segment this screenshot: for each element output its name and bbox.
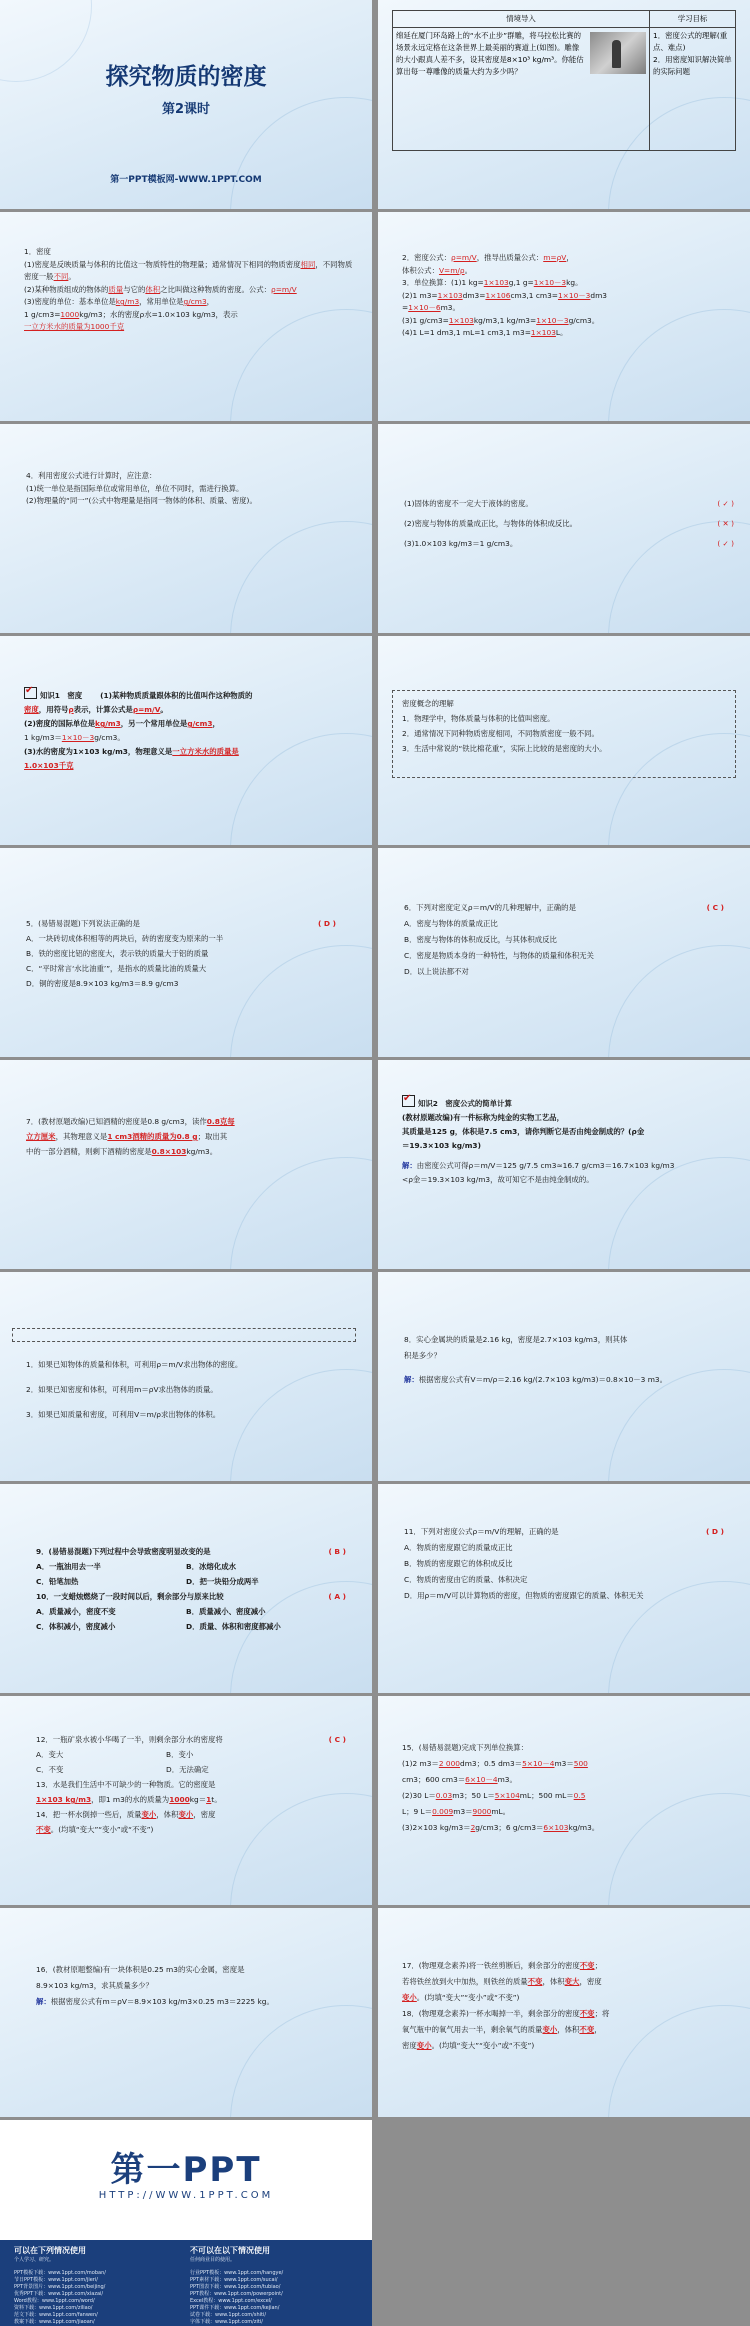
answer-12: ( C ): [328, 1735, 346, 1744]
answer-7: 1×106: [485, 290, 511, 300]
option-a: A．物质的密度跟它的质量成正比: [404, 1543, 513, 1552]
resource-link[interactable]: PPT图表下载：www.1ppt.com/tubiao/: [190, 2284, 281, 2290]
question-14: 14．把一杯水倒掉一些后，质量变小，体积变小，密度: [36, 1810, 216, 1819]
question-13-answers: 1×103 kg/m3，即1 m3的水的质量为1000kg＝1t。: [36, 1795, 222, 1804]
answer-7: 一立方米水的质量是: [172, 747, 239, 756]
question-16: [36, 1962, 356, 2010]
slide-21[interactable]: [0, 2120, 372, 2326]
line-6: [24, 759, 354, 773]
options-9-row2: C．铅笔加热 D．把一块铅分成两半: [36, 1577, 259, 1586]
concept-2: 2．通常情况下同种物质密度相同，不同物质密度一般不同。: [402, 729, 599, 738]
option-b: B．物质的密度跟它的体积成反比: [404, 1559, 513, 1568]
answer-choice: ( D ): [705, 1527, 724, 1536]
answer-6: 1×103: [437, 290, 463, 300]
solution-label: 解：: [402, 1161, 417, 1170]
answer-1: 密度: [24, 705, 39, 714]
answer-4: 体积: [145, 284, 161, 294]
slide-title: 探究物质的密度: [105, 63, 267, 90]
answer-13a: 1×103 kg/m3: [36, 1795, 92, 1804]
answer-6: 变小: [542, 2025, 558, 2034]
answer-10: 2: [470, 1823, 476, 1832]
resource-link[interactable]: PPT模板下载：www.1ppt.com/moban/: [14, 2270, 106, 2276]
answer-6: 5×104: [494, 1791, 520, 1800]
answer-9: 一立方米水的质量为1000千克: [24, 322, 125, 331]
line-2: 积是多少？: [404, 1351, 441, 1360]
formula-notes: [402, 252, 732, 340]
answer-13c: 1: [206, 1795, 212, 1804]
forbidden-heading: 不可以在以下情况使用: [190, 2246, 270, 2255]
question-stem: 5．(易错易混题)下列说法正确的是 ( D ): [26, 916, 356, 931]
answer-1: 相同: [300, 259, 316, 269]
answer-1: ρ=m/V: [451, 253, 477, 262]
option-c: C．密度是物质本身的一种特性，与物体的质量和体积无关: [404, 951, 594, 960]
line-6: (3)1 g/cm3=1×103kg/m3,1 kg/m3=1×10－3g/cm3。: [402, 315, 600, 325]
line-1: 2．密度公式：ρ=m/V，推导出质量公式：m=ρV，: [402, 253, 574, 262]
answer-5: 不变: [579, 2009, 595, 2018]
forbidden-sub: 任何商业目的使用。: [190, 2257, 236, 2263]
line-6: 密度变小。(均填“变大”“变小”或“不变”): [402, 2041, 535, 2050]
resource-link[interactable]: 节日PPT模板：www.1ppt.com/jieri/: [14, 2277, 98, 2283]
line-heading: 1．密度: [24, 247, 51, 256]
slide-4[interactable]: [378, 212, 750, 421]
slide-13[interactable]: [0, 1272, 372, 1481]
line-4: 18．(物理观念素养)一杯水喝掉一半，剩余部分的密度不变；将: [402, 2009, 610, 2018]
mark-3: ( ✓ ): [717, 539, 734, 548]
answer-5: g/cm3: [187, 719, 213, 728]
answer-5: ρ=m/V: [271, 284, 297, 294]
check-icon: [402, 1095, 415, 1107]
answer-9: 9000: [472, 1807, 492, 1816]
answer-2: 不变: [527, 1977, 543, 1986]
answer-11: 6×103: [543, 1823, 569, 1832]
answer-4: 1×103: [483, 278, 509, 287]
question-15: [402, 1740, 736, 1836]
usage-panel: [0, 2240, 372, 2326]
questions-12-14: [36, 1732, 356, 1837]
slide-17[interactable]: [0, 1696, 372, 1905]
resource-link[interactable]: Excel教程：www.1ppt.com/excel/: [190, 2298, 272, 2304]
resource-link[interactable]: 试卷下载：www.1ppt.com/shiti/: [190, 2312, 267, 2318]
solution-label: 解：: [36, 1997, 51, 2006]
answer-3: 质量: [108, 284, 124, 294]
option-c: C．“平时常言‘水比油重’”，是指水的质量比油的质量大: [26, 964, 207, 973]
answer-choice: ( C ): [706, 903, 724, 912]
answer-3: 0.8×103: [151, 1147, 187, 1156]
usage-1: 1．如果已知物体的质量和体积，可利用ρ＝m/V求出物体的密度。: [26, 1360, 243, 1369]
formula-box: [12, 1328, 356, 1342]
answer-9: 1×10－6: [408, 303, 441, 312]
judgment-1: (1)固体的密度不一定大于液体的密度。 ( ✓ ): [404, 494, 734, 514]
intro-header: 情境导入: [393, 11, 650, 28]
resource-link[interactable]: 范文下载：www.1ppt.com/fanwen/: [14, 2312, 98, 2318]
question-8: [404, 1332, 734, 1388]
line-6: [24, 321, 354, 334]
slide-5[interactable]: [0, 424, 372, 633]
answer-8: 0.009: [432, 1807, 454, 1816]
slide-10[interactable]: [378, 848, 750, 1057]
answer-3: 变大: [564, 1977, 580, 1986]
answer-2: ρ: [68, 705, 74, 714]
option-c: C．物质的密度由它的质量、体积决定: [404, 1575, 528, 1584]
options-10-row2: C．体积减小，密度减小 D．质量、体积和密度都减小: [36, 1622, 281, 1631]
answer-5: 0.03: [435, 1791, 453, 1800]
answer-8: 变小: [416, 2041, 432, 2050]
resource-link[interactable]: 资料下载：www.1ppt.com/ziliao/: [14, 2305, 93, 2311]
goals-cell: [650, 28, 736, 151]
judgment-list: [404, 494, 734, 554]
answer-14b: 变小: [178, 1810, 194, 1819]
line-3: (2)物理量的“同一”(公式中物理量是指同一物体的体积、质量、密度)。: [26, 496, 257, 505]
line-1: 4．利用密度公式进行计算时，应注意：: [26, 471, 157, 480]
allowed-sub: 个人学习、研究。: [14, 2257, 55, 2263]
forbidden-links: [190, 2270, 360, 2326]
slide-18[interactable]: [378, 1696, 750, 1905]
answer-1: 不变: [579, 1961, 595, 1970]
concept-1: 1．物理学中，物体质量与体积的比值叫密度。: [402, 714, 555, 723]
options-9-row1: A．一瓶油用去一半 B．冰熔化成水: [36, 1562, 236, 1571]
answer-3: 500: [573, 1759, 588, 1768]
slide-3[interactable]: [0, 212, 372, 421]
mark-2: ( ✕ ): [717, 519, 734, 528]
answer-5: 1×10－3: [533, 278, 567, 287]
line-1: (教材原题改编)有一件标称为纯金的实物工艺品，: [402, 1113, 564, 1122]
solution-label: 解：: [404, 1375, 419, 1384]
line-2: 立方厘米，其物理意义是1 cm3酒精的质量为0.8 g；取出其: [26, 1132, 228, 1141]
line-3: 3．单位换算：(1)1 kg=1×103g,1 g=1×10－3kg。: [402, 278, 583, 287]
answer-11: 1×10－3: [536, 315, 569, 325]
slide-subtitle: 第2课时: [161, 102, 211, 117]
knowledge-heading: ✔知识1 密度 (1)某种物质质量跟体积的比值叫作这种物质的: [24, 686, 354, 703]
slide-19[interactable]: [0, 1908, 372, 2117]
options-row1: A．变大 B．变小: [36, 1750, 194, 1759]
answer-4: 变小: [402, 1993, 417, 2002]
concept-notes: [402, 696, 732, 756]
knowledge-1: [24, 686, 354, 773]
slide-2[interactable]: [378, 0, 750, 209]
line-5: =1×10－6m3。: [402, 303, 460, 312]
slide-16[interactable]: [378, 1484, 750, 1693]
resource-link[interactable]: 优秀PPT下载：www.1ppt.com/xiazai/: [14, 2291, 104, 2297]
slide-6[interactable]: [378, 424, 750, 633]
answer-7: g/cm3: [183, 297, 207, 306]
allowed-heading: 可以在下列情况使用: [14, 2246, 86, 2255]
question-10: 10．一支蜡烛燃烧了一段时间以后，剩余部分与原来比较 ( A ): [36, 1589, 356, 1604]
answer-14a: 变小: [141, 1810, 157, 1819]
answer-10: ( A ): [328, 1592, 346, 1601]
answer-8: 1.0×103千克: [24, 761, 74, 770]
line-2: 密度，用符号ρ表示，计算公式是ρ=m/V。: [24, 705, 168, 714]
question-14-tail: 不变。(均填“变大”“变小”或“不变”): [36, 1825, 154, 1834]
line-1: 7．(教材原题改编)已知酒精的密度是0.8 g/cm3，读作0.8克每: [26, 1117, 235, 1126]
line-1: 17．(物理观念素养)将一铁丝剪断后，剩余部分的密度不变；: [402, 1961, 602, 1970]
line-5: 氧气瓶中的氧气用去一半，剩余氧气的质量变小，体积不变，: [402, 2025, 602, 2034]
resource-link[interactable]: PPT素材下载：www.1ppt.com/sucai/: [190, 2277, 278, 2283]
line-5: (3)2×103 kg/m3＝2g/cm3；6 g/cm3＝6×103kg/m3。: [402, 1823, 600, 1832]
line-3: ＝19.3×103 kg/m3): [402, 1141, 481, 1150]
answer-7: 0.5: [573, 1791, 586, 1800]
answer-13b: 1000: [169, 1795, 190, 1804]
answer-8: 1×10－3: [557, 290, 591, 300]
answer-3: ρ=m/V: [132, 705, 161, 714]
site-name: 第一PPT模板网-WWW.1PPT.COM: [110, 175, 262, 185]
resource-link[interactable]: Word教程：www.1ppt.com/word/: [14, 2298, 95, 2304]
question-stem: 6．下列对密度定义ρ＝m/V的几种理解中，正确的是 ( C ): [404, 900, 734, 916]
logo-area: [0, 2120, 372, 2240]
question-6: [404, 900, 734, 980]
question-stem: 11．下列对密度公式ρ＝m/V的理解，正确的是 ( D ): [404, 1524, 734, 1540]
line-1: 8．实心金属块的质量是2.16 kg，密度是2.7×103 kg/m3，则其体: [404, 1335, 628, 1344]
resource-link[interactable]: PPT背景图片：www.1ppt.com/beijing/: [14, 2284, 106, 2290]
answer-7: 不变: [579, 2025, 595, 2034]
line-2: 体积公式：V=m/ρ。: [402, 265, 473, 275]
line-7: (4)1 L=1 dm3,1 mL=1 cm3,1 m3=1×103L。: [402, 328, 568, 337]
line-5: (3)水的密度为1×103 kg/m3，物理意义是一立方米水的质量是: [24, 747, 239, 756]
answer-10: 1×103: [448, 315, 474, 325]
judgment-2: (2)密度与物体的质量成正比，与物体的体积成反比。 ( ✕ ): [404, 514, 734, 534]
goal-2: 2．用密度知识解决简单的实际问题: [653, 55, 732, 76]
question-7: [26, 1114, 356, 1159]
answer-2: 1 cm3酒精的质量为0.8 g: [107, 1132, 198, 1141]
answer-4: 6×10－4: [465, 1775, 498, 1784]
options-row2: C．不变 D．无法确定: [36, 1765, 209, 1774]
solution-2: <ρ金＝19.3×103 kg/m3，故可知它不是由纯金制成的。: [402, 1175, 594, 1184]
resource-link[interactable]: PPT教程：www.1ppt.com/powerpoint/: [190, 2291, 283, 2297]
resource-link[interactable]: 教案下载：www.1ppt.com/jiaoan/: [14, 2319, 95, 2325]
line-2: (1)密度是反映质量与体积的比值这一物质特性的物理量；通常情况下相同的物质密度相同，不同物质密度一般不同。: [24, 259, 353, 281]
line-1: (1)2 m3＝2 000dm3；0.5 dm3＝5×10－4m3＝500: [402, 1759, 588, 1768]
line-1: 16．(教材原题整编)有一块体积是0.25 m3的实心金属，密度是: [36, 1965, 245, 1974]
brand-url: HTTP://WWW.1PPT.COM: [98, 2190, 274, 2201]
line-2: 其质量是125 g，体积是7.5 cm3，请你判断它是否由纯金制成的？(ρ金: [402, 1127, 645, 1136]
answer-choice: ( D ): [317, 919, 336, 928]
question-11: [404, 1524, 734, 1604]
calc-notes: [26, 470, 352, 508]
solution: 解：根据密度公式有m＝ρV＝8.9×103 kg/m3×0.25 m3＝2225 kg。: [36, 1997, 274, 2006]
question-5: [26, 916, 356, 991]
answer-4: kg/m3: [95, 719, 121, 728]
option-b: B．密度与物体的体积成反比，与其体积成反比: [404, 935, 557, 944]
line-3: 变小。(均填“变大”“变小”或“不变”): [402, 1993, 520, 2002]
line-3: (2)密度的国际单位是kg/m3，另一个常用单位是g/cm3，: [24, 719, 220, 728]
line-2: 若将铁丝放到火中加热，则铁丝的质量不变，体积变大，密度: [402, 1977, 602, 1986]
answer-3: V=m/ρ: [438, 265, 465, 275]
slide-15[interactable]: [0, 1484, 372, 1693]
option-d: D．以上说法都不对: [404, 967, 469, 976]
line-2: cm3；600 cm3＝6×10－4m3。: [402, 1775, 517, 1784]
concept-3: 3．生活中常说的“铁比棉花重”，实际上比较的是密度的大小。: [402, 744, 607, 753]
slide-8[interactable]: [378, 636, 750, 845]
answer-2: m=ρV: [543, 253, 567, 262]
resource-link[interactable]: PPT课件下载：www.1ppt.com/kejian/: [190, 2305, 280, 2311]
allowed-links: [14, 2270, 184, 2326]
goals-header: 学习目标: [650, 11, 736, 28]
slide-7[interactable]: [0, 636, 372, 845]
formula-usage: [26, 1352, 356, 1427]
goal-1: 1．密度公式的理解(重点、难点): [653, 31, 728, 52]
usage-3: 3．如果已知质量和密度，可利用V＝m/ρ求出物体的体积。: [26, 1410, 221, 1419]
answer-12: 1×103: [530, 328, 556, 337]
knowledge-heading: ✔知识2 密度公式的简单计算: [402, 1094, 736, 1111]
line-4: L；9 L＝0.009m3＝9000mL。: [402, 1807, 511, 1816]
slide-11[interactable]: [0, 1060, 372, 1269]
line-2: (1)统一单位是指国际单位或常用单位，单位不同时，需进行换算。: [26, 483, 244, 493]
slide-12[interactable]: [378, 1060, 750, 1269]
question-13: 13．水是我们生活中不可缺少的一种物质。它的密度是: [36, 1780, 216, 1789]
line-3: (2)某种物质组成的物体的质量与它的体积之比叫做这种物质的密度。公式：ρ=m/V: [24, 284, 297, 294]
question-stem: 15．(易错易混题)完成下列单位换算：: [402, 1743, 529, 1752]
answer-1b: 立方厘米: [26, 1132, 56, 1141]
answer-1: 2 000: [438, 1759, 460, 1768]
statue-photo: [590, 32, 646, 74]
judgment-3: (3)1.0×103 kg/m3＝1 g/cm3。 ( ✓ ): [404, 534, 734, 554]
brand-logo: 第一PPT: [110, 2150, 262, 2190]
slide-1[interactable]: [0, 0, 372, 209]
answer-6: 1×10－3: [61, 733, 95, 742]
option-d: D．铜的密度是8.9×103 kg/m3＝8.9 g/cm3: [26, 979, 179, 988]
question-12: 12．一瓶矿泉水被小华喝了一半，则剩余部分水的密度将 ( C ): [36, 1732, 356, 1747]
option-a: A．一块砖切成体积相等的两块后，砖的密度变为原来的一半: [26, 934, 224, 943]
mark-1: ( ✓ ): [717, 499, 734, 508]
answer-8: 1000: [60, 309, 80, 319]
questions-17-18: [402, 1958, 736, 2054]
answer-2: 不同: [53, 272, 69, 281]
line-4: (3)密度的单位：基本单位是kg/m3，常用单位是g/cm3，: [24, 297, 215, 306]
option-a: A．密度与物体的质量成正比: [404, 919, 498, 928]
slide-9[interactable]: [0, 848, 372, 1057]
question-9: 9．(易错易混题)下列过程中会导致密度明显改变的是 ( B ): [36, 1544, 356, 1559]
answer-2: 5×10－4: [522, 1759, 555, 1768]
intro-text-cell: [393, 28, 650, 151]
check-icon: [24, 687, 37, 699]
resource-link[interactable]: 字体下载：www.1ppt.com/ziti/: [190, 2319, 263, 2325]
option-b: B．铁的密度比铝的密度大，表示铁的质量大于铝的质量: [26, 949, 209, 958]
answer-14c: 不变: [36, 1825, 51, 1834]
answer-1: 0.8克每: [206, 1117, 235, 1126]
line-5: 1 g/cm3=1000kg/m3；水的密度ρ水=1.0×103 kg/m3，表示: [24, 309, 238, 319]
resource-link[interactable]: 行业PPT模板：www.1ppt.com/hangye/: [190, 2270, 284, 2276]
answer-6: kg/m3: [115, 297, 140, 306]
intro-table: [392, 10, 736, 151]
options-10-row1: A．质量减小，密度不变 B．质量减小、密度减小: [36, 1607, 266, 1616]
slide-20[interactable]: [378, 1908, 750, 2117]
line-2: 8.9×103 kg/m3，求其质量多少？: [36, 1981, 153, 1990]
solution: 解：根据密度公式有V＝m/ρ＝2.16 kg/(2.7×103 kg/m3)＝0.8×10－3 m3。: [404, 1375, 668, 1384]
line-4: 1 kg/m3＝1×10－3g/cm3。: [24, 733, 125, 742]
line-3: 中的一部分酒精，则剩下酒精的密度是0.8×103kg/m3。: [26, 1147, 218, 1156]
intro-text: 绵延在厦门环岛路上的“水不止步”群雕，将马拉松比赛的场景永远定格在这条世界上最美丽的赛道上(如图)。雕像的大小跟真人差不多，设其密度是8×10³ kg/m³。你能估算出每一尊雕像的质量大约为多少吗？: [396, 31, 584, 76]
slide-14[interactable]: [378, 1272, 750, 1481]
knowledge-2: [402, 1094, 736, 1187]
line-4: (2)1 m3=1×103dm3=1×106cm3,1 cm3=1×10－3dm3: [402, 290, 607, 300]
option-d: D．用ρ＝m/V可以计算物质的密度，但物质的密度跟它的质量、体积无关: [404, 1591, 644, 1600]
solution: 解：由密度公式可得ρ＝m/V＝125 g/7.5 cm3≈16.7 g/cm3＝16.7×103 kg/m3: [402, 1161, 675, 1170]
concept-heading: 密度概念的理解: [402, 699, 454, 708]
usage-2: 2．如果已知密度和体积，可利用m＝ρV求出物体的质量。: [26, 1385, 218, 1394]
answer-9: ( B ): [328, 1547, 346, 1556]
line-3: (2)30 L＝0.03m3；50 L＝5×104mL；500 mL＝0.5: [402, 1791, 586, 1800]
density-notes: [24, 246, 354, 334]
questions-9-10: [36, 1544, 356, 1634]
